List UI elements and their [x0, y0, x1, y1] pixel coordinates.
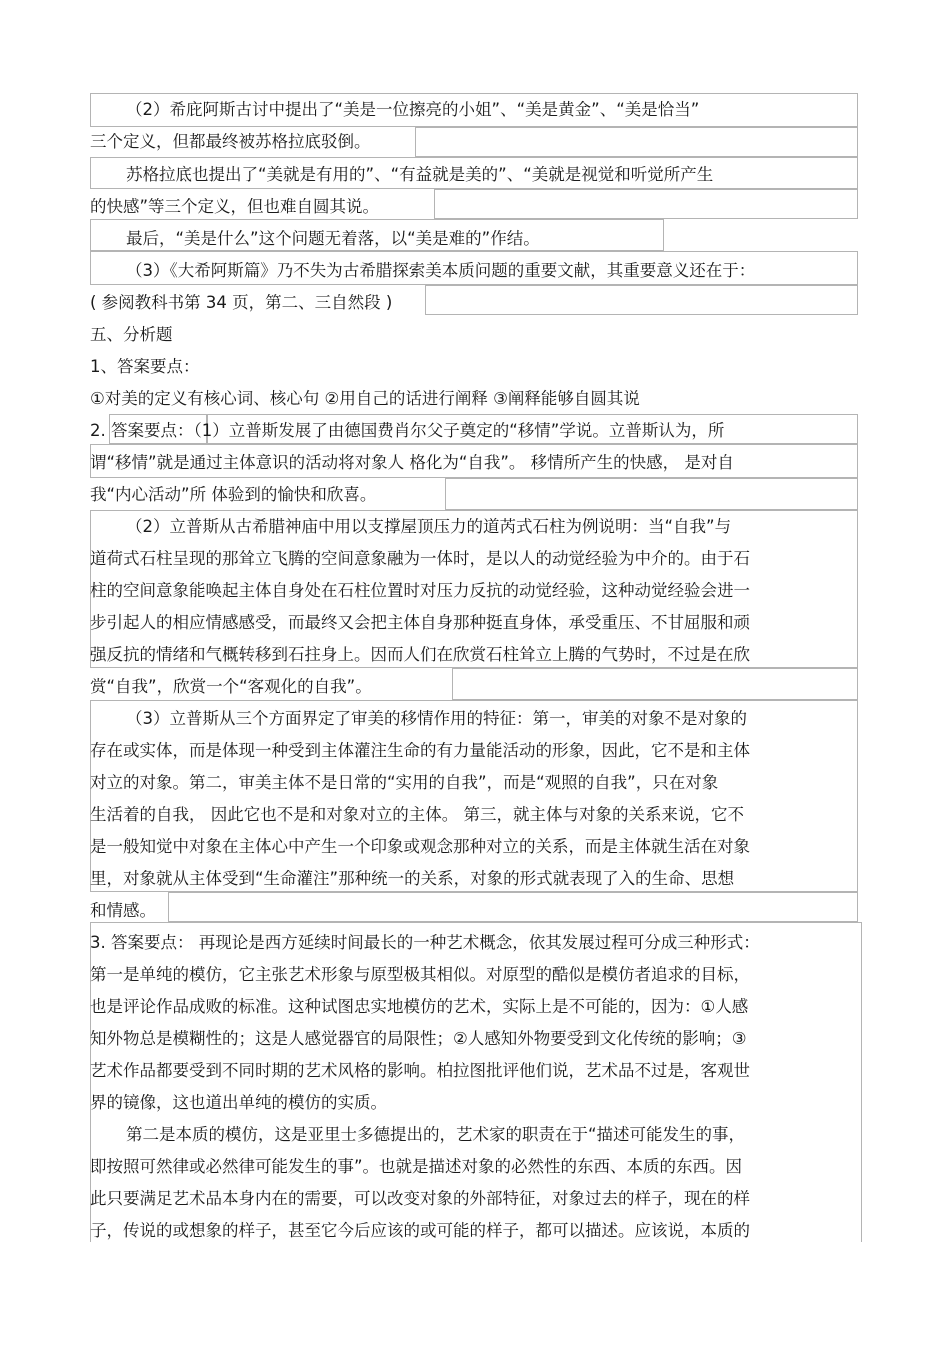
text-line: 谓“移情”就是通过主体意识的活动将对象人 格化为“自我”。 移情所产生的快感， 是对自 [90, 453, 734, 472]
text-line: （3）立普斯从三个方面界定了审美的移情作用的特征：第一，审美的对象不是对象的 [126, 709, 747, 728]
text-line: 第一是单纯的模仿，它主张艺术形象与原型极其相似。对原型的酷似是模仿者追求的目标， [90, 965, 750, 984]
text-line: 柱的空间意象能唤起主体自身处在石柱位置时对压力反抗的动觉经验，这种动觉经验会进一 [90, 581, 750, 600]
text-line: 和情感。 [90, 901, 156, 920]
text-line: （2）立普斯从古希腊神庙中用以支撑屋顶压力的道芮式石柱为例说明：当“自我”与 [126, 517, 732, 536]
text-line: 即按照可然律或必然律可能发生的事”。也就是描述对象的必然性的东西、本质的东西。因 [90, 1157, 743, 1176]
text-line: 此只要满足艺术品本身内在的需要，可以改变对象的外部特征，对象过去的样子，现在的样 [90, 1189, 750, 1208]
frame-box [445, 478, 858, 510]
text-line: 存在或实体，而是体现一种受到主体灌注生命的有力量能活动的形象，因此，它不是和主体 [90, 741, 750, 760]
text-line: ( 参阅教科书第 34 页，第二、三自然段 ) [90, 293, 393, 312]
frame-box [452, 668, 858, 700]
text-line: 是一般知觉中对象在主体心中产生一个印象或观念那种对立的关系，而是主体就生活在对象 [90, 837, 750, 856]
text-line: 对立的对象。第二，审美主体不是日常的“实用的自我”，而是“观照的自我”，只在对象 [90, 773, 719, 792]
text-line: ①对美的定义有核心词、核心句 ②用自己的话进行阐释 ③阐释能够自圆其说 [90, 389, 640, 408]
section-heading: 五、分析题 [90, 325, 173, 344]
text-line: 苏格拉底也提出了“美就是有用的”、“有益就是美的”、“美就是视觉和听觉所产生 [126, 165, 714, 184]
text-line: 道荷式石柱呈现的那耸立飞腾的空间意象融为一体时，是以人的动觉经验为中介的。由于石 [90, 549, 750, 568]
text-line: 赏“自我”，欣赏一个“客观化的自我”。 [90, 677, 372, 696]
text-line: 界的镜像，这也道出单纯的模仿的实质。 [90, 1093, 387, 1112]
frame-box [434, 189, 858, 219]
frame-box [415, 127, 858, 157]
text-line: 也是评论作品成败的标准。这种试图忠实地模仿的艺术，实际上是不可能的，因为：①人感 [90, 997, 749, 1016]
text-line: 三个定义，但都最终被苏格拉底驳倒。 [90, 132, 371, 151]
text-line: 里，对象就从主体受到“生命灌注”那种统一的关系，对象的形式就表现了入的生命、思想 [90, 869, 735, 888]
text-line: 我“内心活动”所 体验到的愉快和欣喜。 [90, 485, 377, 504]
text-line: 生活着的自我， 因此它也不是和对象对立的主体。 第三，就主体与对象的关系来说，它不 [90, 805, 744, 824]
text-line: 的快感”等三个定义，但也难自圆其说。 [90, 197, 380, 216]
text-line: 强反抗的情绪和气概转移到石拄身上。因而人们在欣赏石柱耸立上腾的气势时，不过是在欣 [90, 645, 750, 664]
text-line: （3）《大希阿斯篇》乃不失为古希腊探索美本质问题的重要文献，其重要意义还在于： [126, 261, 756, 280]
text-line: 第二是本质的模仿，这是亚里士多德提出的，艺术家的职责在于“描述可能发生的事， [126, 1125, 746, 1144]
text-line: 知外物总是模糊性的；这是人感觉器官的局限性；②人感知外物要受到文化传统的影响；③ [90, 1029, 747, 1048]
text-line: 艺术作品都要受到不同时期的艺术风格的影响。柏拉图批评他们说，艺术品不过是，客观世 [90, 1061, 750, 1080]
frame-box [168, 892, 858, 922]
text-line: 步引起人的相应情感感受，而最终又会把主体自身那种挺直身体，承受重压、不甘屈服和顽 [90, 613, 750, 632]
frame-box [425, 285, 858, 315]
text-line: 3. 答案要点： 再现论是西方延续时间最长的一种艺术概念，依其发展过程可分成三种形式： [90, 933, 760, 952]
text-line: （2）希庇阿斯古讨中提出了“美是一位擦亮的小姐”、“美是黄金”、“美是恰当” [126, 100, 700, 119]
text-line: 1、答案要点： [90, 357, 200, 376]
text-line: 子，传说的或想象的样子，甚至它今后应该的或可能的样子，都可以描述。应该说，本质的 [90, 1221, 750, 1240]
text-line: 最后，“美是什么”这个问题无着落，以“美是难的”作结。 [126, 229, 540, 248]
text-line: 2. 答案要点：（1）立普斯发展了由德国费肖尔父子奠定的“移情”学说。立普斯认为，所 [90, 421, 725, 440]
